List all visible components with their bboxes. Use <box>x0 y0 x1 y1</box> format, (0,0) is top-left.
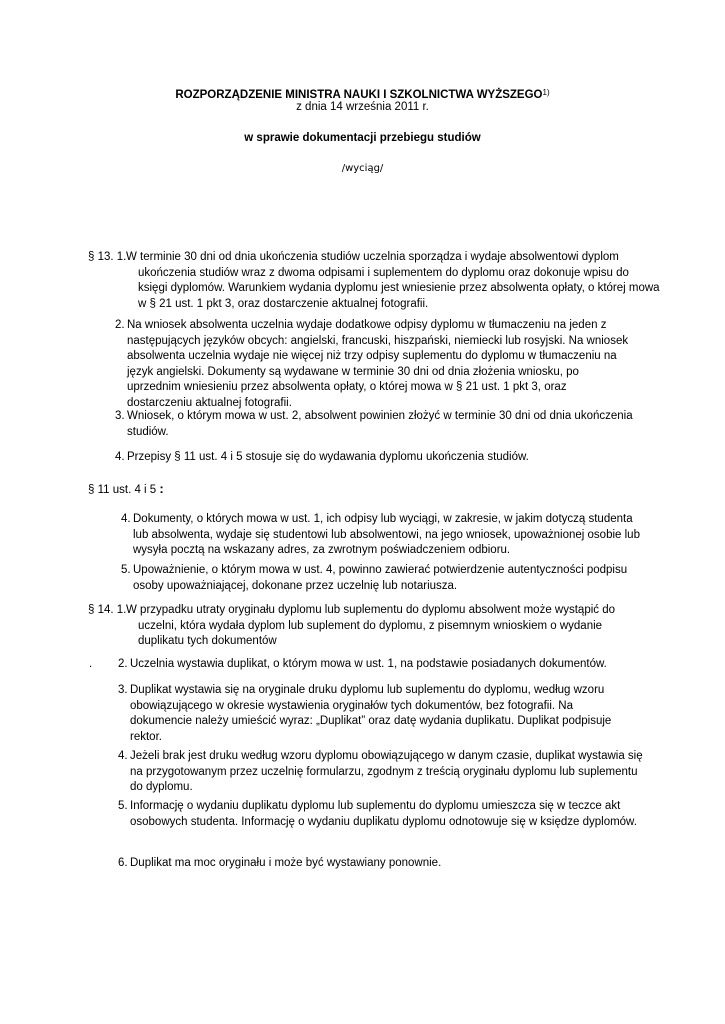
item-label: 2. <box>118 658 128 670</box>
paragraph-11-5-text: Upoważnienie, o którym mowa w ust. 4, powinno zawierać potwierdzenie autentyczności podpisu osoby upoważniającej, dokonane przez uczelnię lub notariusza. <box>133 564 628 592</box>
item-label: 5. <box>121 564 131 576</box>
paragraph-13-3-text: Wniosek, o którym mowa w ust. 2, absolwent powinien złożyć w terminie 30 dni od dnia ukończenia studiów. <box>127 410 633 438</box>
regulation-date: z dnia 14 września 2011 r. <box>296 101 429 113</box>
regulation-subject: w sprawie dokumentacji przebiegu studiów <box>244 132 481 144</box>
item-label: 4. <box>118 750 128 762</box>
paragraph-13-1-text: W terminie 30 dni od dnia ukończenia studiów uczelnia sporządza i wydaje absolwentowi dyplom ukończenia studiów wraz z dwoma odpisami i suplementem do dyplomu oraz dokonuje wpisu do księgi dyplomów. Warunkiem wydania dyplomu jest wniesienie przez absolwenta opłaty, o której mowa w § 21 ust. 1 pkt 3, oraz dostarczenie aktualnej fotografii. <box>126 251 660 310</box>
item-label: 5. <box>118 800 128 812</box>
item-label: 2. <box>115 319 125 331</box>
paragraph-14-3-text: Duplikat wystawia się na oryginale druku dyplomu lub suplementu do dyplomu, według wzoru obowiązującego w okresie wystawienia oryginałów tych dokumentów, bez fotografii. Na dokumencie należy umieścić wyraz: „Duplikat” oraz datę wydania duplikatu. Duplikat podpisuje rektor. <box>130 684 612 743</box>
paragraph-14-1-text: W przypadku utraty oryginału dyplomu lub suplementu do dyplomu absolwent może wystąpić do uczelni, która wydała dyplom lub suplement do dyplomu, z pisemnym wnioskiem o wydanie duplikatu tych dokumentów <box>126 604 616 647</box>
item-label: 6. <box>118 857 128 869</box>
paragraph-14-4-text: Jeżeli brak jest druku według wzoru dyplomu obowiązującego w danym czasie, duplikat wystawia się na przygotowanym przez uczelnię formularzu, zgodnym z treścią oryginału dyplomu lub suplementu do dyplomu. <box>130 750 643 793</box>
excerpt-note: /wyciąg/ <box>341 163 384 174</box>
paragraph-14-lead: § 14. 1. <box>88 604 127 616</box>
item-label: 4. <box>121 513 131 525</box>
section-11-heading <box>88 481 164 499</box>
paragraph-11-4-text: Dokumenty, o których mowa w ust. 1, ich odpisy lub wyciągi, w zakresie, w jakim dotyczą studenta lub absolwenta, wydaje się studentowi lub absolwentowi, na jego wniosek, upoważnionej osobie lub wysyła pocztą na wskazany adres, za zwrotnym poświadczeniem odbioru. <box>133 513 640 556</box>
title-text: ROZPORZĄDZENIE MINISTRA NAUKI I SZKOLNICTWA WYŻSZEGO <box>175 89 543 101</box>
section-11-heading-text: § 11 ust. 4 i 5 <box>88 484 157 496</box>
footnote-reference: 1) <box>542 88 550 97</box>
paragraph-13-2-text: Na wniosek absolwenta uczelnia wydaje dodatkowe odpisy dyplomu w tłumaczeniu na jeden z następujących języków obcych: angielski, francuski, hiszpański, niemiecki lub rosyjski. Na wniosek absolwenta uczelnia wydaje nie więcej niż trzy odpisy suplementu do dyplomu w tłumaczeniu na język angielski. Dokumenty są wydawane w terminie 30 dni od dnia złożenia wniosku, po uprzednim wniesieniu przez absolwenta opłaty, o której mowa w § 21 ust. 1 pkt 3, oraz dostarczeniu aktualnej fotografii. <box>127 319 629 409</box>
paragraph-14-6-text: Duplikat ma moc oryginału i może być wystawiany ponownie. <box>130 857 442 869</box>
item-label: 3. <box>115 410 125 422</box>
paragraph-13-4-text: Przepisy § 11 ust. 4 i 5 stosuje się do wydawania dyplomu ukończenia studiów. <box>127 451 529 463</box>
heading-colon: : <box>159 481 164 496</box>
paragraph-13-lead: § 13. 1. <box>88 251 127 263</box>
paragraph-14-5-text: Informację o wydaniu duplikatu dyplomu lub suplementu do dyplomu umieszcza się w teczce akt osobowych studenta. Informację o wydaniu duplikatu dyplomu odnotowuje się w księdze dyplomów. <box>130 800 637 828</box>
item-label: 4. <box>115 451 125 463</box>
stray-bullet: . <box>89 658 93 670</box>
item-label: 3. <box>118 684 128 696</box>
paragraph-14-2-text: Uczelnia wystawia duplikat, o którym mowa w ust. 1, na podstawie posiadanych dokumentów. <box>130 658 607 670</box>
